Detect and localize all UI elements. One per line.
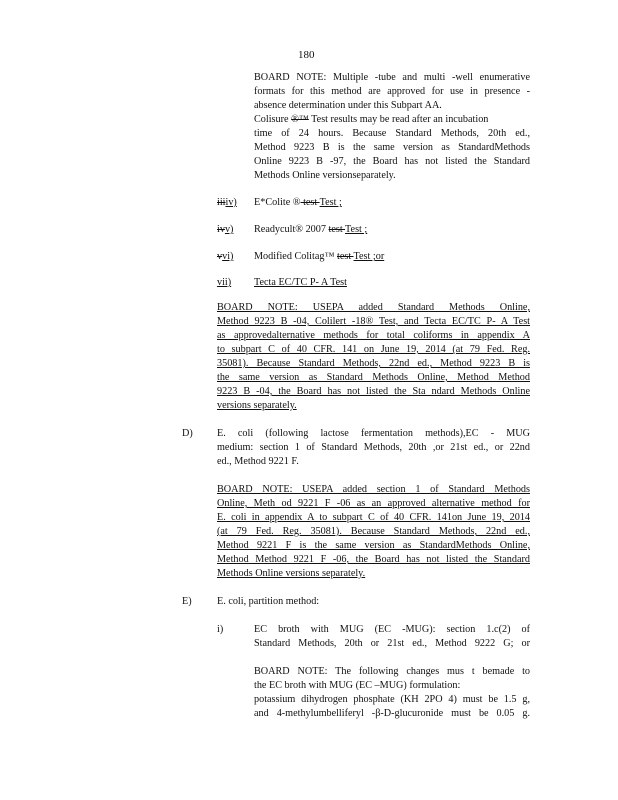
section-e-line: Standard Methods, 20th or 21st ed., Method 9222 G; or <box>254 638 530 649</box>
list-item: E*Colite ® test Test ; <box>254 197 342 208</box>
board-note-line: (at 79 Fed. Reg. 35081). Because Standard Methods, 22nd ed., <box>217 526 530 537</box>
list-label: ivv) <box>217 224 234 235</box>
page-number: 180 <box>298 49 315 61</box>
section-label-e: E) <box>182 596 192 607</box>
board-note-line: Method 9221 F is the same version as StandardMethods Online, <box>217 540 530 551</box>
board-note-line: and 4-methylumbelliferyl -β-D-glucuronide must be 0.05 g. <box>254 708 530 719</box>
board-note-line: the same version as Standard Methods Online, Method Method <box>217 372 530 383</box>
board-note-line: the EC broth with MUG (EC –MUG) formulation: <box>254 680 461 691</box>
note-line: BOARD NOTE: Multiple -tube and multi -well enumerative <box>254 72 530 83</box>
struck-mark: ®™ <box>291 114 309 125</box>
board-note-line: as approvedalternative methods for total coliforms in appendix A <box>217 330 530 341</box>
colisure-rest: Test results may be read after an incubation <box>308 114 489 125</box>
list-label: iiiiv) <box>217 197 237 208</box>
note-line: formats for this method are approved for use in presence - <box>254 86 530 97</box>
note-line: Methods Online versionseparately. <box>254 170 396 181</box>
list-label: vvi) <box>217 251 234 262</box>
note-line: Online 9223 B -97, the Board has not listed the Standard <box>254 156 530 167</box>
section-d-line: ed., Method 9221 F. <box>217 456 299 467</box>
note-line: absence determination under this Subpart AA. <box>254 100 442 111</box>
note-line: Method 9223 B is the same version as StandardMethods <box>254 142 530 153</box>
sub-label: i) <box>217 624 224 635</box>
colisure-line <box>254 114 488 126</box>
section-d-line: medium: section 1 of Standard Methods, 20th ,or 21st ed., or 22nd <box>217 442 530 453</box>
board-note-line: 9223 B -04, the Board has not listed the Sta ndard Methods Online <box>217 386 530 397</box>
list-item: Tecta EC/TC P- A Test <box>254 277 347 288</box>
section-d-line: E. coli (following lactose fermentation methods),EC - MUG <box>217 428 530 439</box>
section-e-line: EC broth with MUG (EC -MUG): section 1.c(2) of <box>254 624 530 635</box>
board-note-line: Online, Meth od 9221 F -06 as an approved alternative method for <box>217 498 530 509</box>
board-note-line: BOARD NOTE: USEPA added section 1 of Standard Methods <box>217 484 530 495</box>
board-note-line: BOARD NOTE: USEPA added Standard Methods Online, <box>217 302 530 313</box>
board-note-line: potassium dihydrogen phosphate (KH 2PO 4) must be 1.5 g, <box>254 694 530 705</box>
board-note-line: Method Method 9221 F -06, the Board has not listed the Standard <box>217 554 530 565</box>
note-line: time of 24 hours. Because Standard Methods, 20th ed., <box>254 128 530 139</box>
board-note-line: Methods Online versions separately. <box>217 568 366 579</box>
board-note-line: Method 9223 B -04, Colilert -18® Test, and Tecta EC/TC P- A Test <box>217 316 530 327</box>
list-item: Readycult® 2007 test Test ; <box>254 224 368 235</box>
colisure-prefix: Colisure <box>254 114 289 125</box>
board-note-line: E. coli in appendix A to subpart C of 40 CFR. 141on June 19, 2014 <box>217 512 530 523</box>
board-note-line: versions separately. <box>217 400 297 411</box>
section-e-heading: E. coli, partition method: <box>217 596 320 607</box>
section-label-d: D) <box>182 428 193 439</box>
board-note-line: 35081). Because Standard Methods, 22nd ed., Method 9223 B is <box>217 358 530 369</box>
list-item: Modified Colitag™ test Test ;or <box>254 251 385 262</box>
board-note-line: to subpart C of 40 CFR. 141 on June 19, 2014 (at 79 Fed. Reg. <box>217 344 530 355</box>
board-note-line: BOARD NOTE: The following changes mus t bemade to <box>254 666 530 677</box>
list-label: vii) <box>217 277 232 288</box>
